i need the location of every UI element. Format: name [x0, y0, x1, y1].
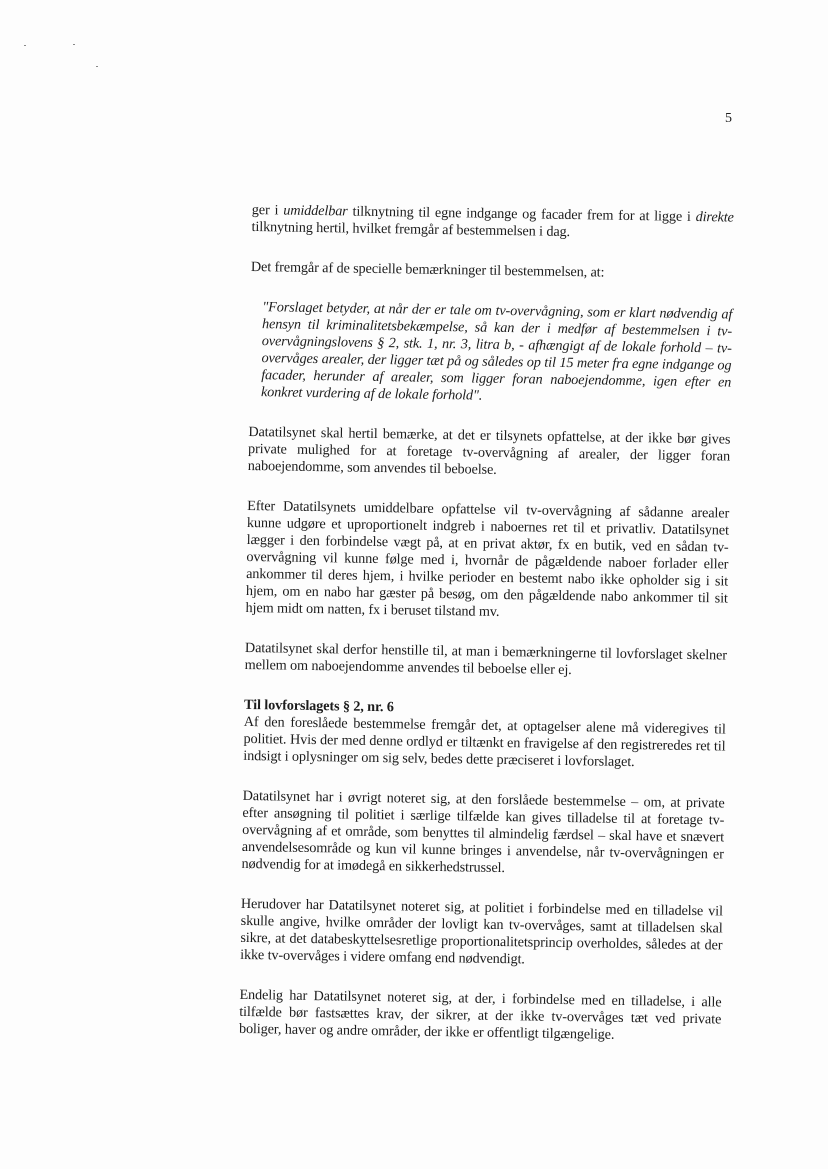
paragraph-5: Efter Datatilsynets umiddelbare opfattelse vil tv-overvågning af sådanne arealer kunne udgøre et uproportionelt indgreb i naboernes ret til et privatliv. Datatilsynet lægger i den forbindelse vægt på, at en privat aktør, fx en butik, ved en sådan tv-overvågning vil kunne følge med i, hvornår de pågældende naboer forlader eller ankommer til deres hjem, i hvilke perioder en bestemt nabo ikke opholder sig i sit hjem, om en nabo har gæster på besøg, om den pågældende nabo ankommer til sit hjem midt om natten, fx i beruset tilstand mv.: [245, 497, 730, 620]
page-number: 5: [725, 111, 732, 126]
document-body: [239, 202, 734, 1068]
paragraph-1: ger i umiddelbar tilknytning til egne indgange og facader frem for at ligge i direkte tilknytning hertil, hvilket fremgår af bestemmelsen i dag.: [251, 202, 734, 240]
paragraph-9: Herudover har Datatilsynet noteret sig, at politiet i forbindelse med en tilladelse vil skulle angive, hvilke områder der lovligt kan tv-overvåges, samt at tilladelsen skal sikre, at det databeskyttelsesretlige proportionalitetsprincip overholdes, således at der ikke tv-overvåges i videre omfang end nødvendigt.: [240, 895, 724, 968]
section-heading: Til lovforslagets § 2, nr. 6: [243, 696, 394, 716]
scan-speck: [24, 45, 26, 46]
paragraph-7: Af den foreslåede bestemmelse fremgår det, at optagelser alene må videregives til politiet. Hvis der med denne ordlyd er tiltænkt en fravigelse af den registreredes ret til indsigt i oplysninger om sig selv, bedes dette præciseret i lovforslaget.: [243, 713, 726, 771]
scan-speck: [73, 44, 75, 45]
paragraph-2: Det fremgår af de specielle bemærkninger til bestemmelsen, at:: [250, 258, 605, 281]
quoted-remarks: "Forslaget betyder, at når der er tale om tv-overvågning, som er klart nødvendig af hensyn til kriminalitetsbekæmpelse, så kan der i medfør af bestemmelsen i tv-overvågningslovens § 2, stk. 1, nr. 3, litra b, - afhængigt af de lokale forhold – tv-overvåges arealer, der ligger tæt på og således op til 15 meter fra egne indgange og facader, herunder af arealer, som ligger foran naboejendomme, igen efter en konkret vurdering af de lokale forhold".: [260, 299, 733, 404]
scan-speck: [96, 66, 98, 67]
paragraph-4: Datatilsynet skal hertil bemærke, at det er tilsynets opfattelse, at der ikke bør gives private mulighed for at foretage tv-overvågning af arealer, der ligger foran naboejendomme, som anvendes til beboelse.: [247, 423, 731, 478]
paragraph-8: Datatilsynet har i øvrigt noteret sig, at den forslåede bestemmelse – om, at private efter ansøgning til politiet i særlige tilfælde kan gives tilladelse til at foretage tv-overvågning af et område, som benyttes til almindelig færdsel – skal have et snævert anvendelsesområde og kun vil kunne bringes i anvendelse, når tv-overvågningen er nødvendig for at imødegå en sikkerhedstrussel.: [241, 787, 725, 877]
paragraph-10: Endelig har Datatilsynet noteret sig, at der, i forbindelse med en tilladelse, i alle tilfælde bør fastsættes krav, der sikrer, at der ikke tv-overvåges tæt ved private boliger, haver og andre områder, der ikke er offentligt tilgængelige.: [238, 986, 722, 1043]
paragraph-6: Datatilsynet skal derfor henstille til, at man i bemærkningerne til lovforslaget skelner mellem om naboejendomme anvendes til beboelse eller ej.: [244, 639, 728, 679]
